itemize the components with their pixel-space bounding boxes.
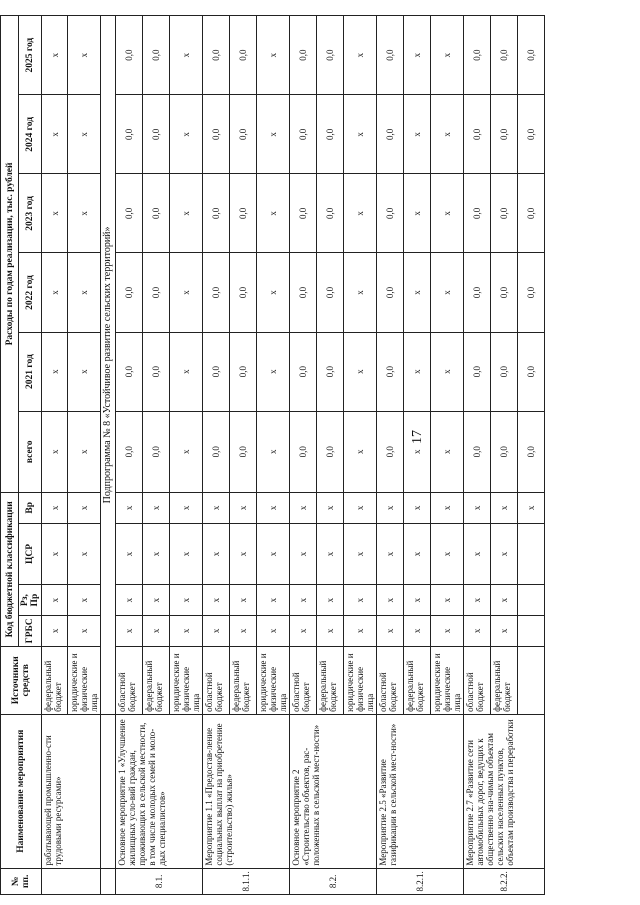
- source-cell: федеральный бюджет: [491, 646, 518, 714]
- row-number-cell: 8.2.: [290, 868, 377, 894]
- csr-cell: x: [377, 523, 404, 585]
- rzpr-cell: x: [464, 585, 491, 616]
- y2025-cell: 0,0: [116, 16, 143, 95]
- y2021-cell: x: [257, 332, 290, 411]
- y2022-cell: 0,0: [230, 253, 257, 332]
- y2021-cell: x: [42, 332, 68, 411]
- y2022-cell: x: [404, 253, 431, 332]
- rzpr-cell: x: [143, 585, 170, 616]
- vr-cell: x: [404, 492, 431, 523]
- vr-cell: x: [431, 492, 464, 523]
- subprogram-title: Подпрограмма № 8 «Устойчивое развитие сельских территорий»: [101, 16, 116, 715]
- rzpr-cell: x: [42, 585, 68, 616]
- y2025-cell: 0,0: [317, 16, 344, 95]
- rzpr-cell: x: [344, 585, 377, 616]
- row-number-cell: 8.2.1.: [377, 868, 464, 894]
- vr-cell: x: [464, 492, 491, 523]
- total-cell: x: [404, 411, 431, 492]
- total-cell: x: [344, 411, 377, 492]
- vr-cell: x: [143, 492, 170, 523]
- rzpr-cell: x: [491, 585, 518, 616]
- y2022-cell: 0,0: [290, 253, 317, 332]
- csr-cell: x: [42, 523, 68, 585]
- vr-cell: x: [170, 492, 203, 523]
- rzpr-cell: x: [230, 585, 257, 616]
- y2024-cell: x: [170, 95, 203, 174]
- y2023-cell: x: [257, 174, 290, 253]
- source-cell: областной бюджет: [203, 646, 230, 714]
- y2025-cell: 0,0: [464, 16, 491, 95]
- y2024-cell: x: [68, 95, 101, 174]
- header-name: Наименование мероприятия: [1, 714, 42, 868]
- vr-cell: x: [42, 492, 68, 523]
- row-number-cell: 8.1.: [116, 868, 203, 894]
- y2022-cell: 0,0: [464, 253, 491, 332]
- table-row: [464, 16, 491, 895]
- activity-name-cell: Основное мероприятие 1 «Улучшение жилищных усло-вий граждан, проживающих в сельской местности, в том числе молодых семей и моло-дых специалистов»: [116, 714, 203, 868]
- y2021-cell: 0,0: [377, 332, 404, 411]
- y2025-cell: 0,0: [290, 16, 317, 95]
- y2023-cell: 0,0: [317, 174, 344, 253]
- total-cell: 0,0: [317, 411, 344, 492]
- vr-cell: x: [317, 492, 344, 523]
- row-number-cell: 8.1.1.: [203, 868, 290, 894]
- header-source: Источники средств: [1, 646, 42, 714]
- csr-cell: x: [464, 523, 491, 585]
- y2025-cell: 0,0: [491, 16, 518, 95]
- page-number: 17: [410, 430, 425, 444]
- subprogram-row: [101, 16, 116, 895]
- y2021-cell: 0,0: [491, 332, 518, 411]
- header-grbs: ГРБС: [19, 615, 42, 646]
- vr-cell: x: [68, 492, 101, 523]
- y2021-cell: x: [431, 332, 464, 411]
- y2023-cell: 0,0: [464, 174, 491, 253]
- source-cell: областной бюджет: [290, 646, 317, 714]
- header-2021: 2021 год: [19, 332, 42, 411]
- y2024-cell: 0,0: [317, 95, 344, 174]
- source-cell: юридические и физические лица: [257, 646, 290, 714]
- header-csr: ЦСР: [19, 523, 42, 585]
- subprogram-name-cell: [101, 714, 116, 868]
- grbs-cell: x: [116, 615, 143, 646]
- y2021-cell: x: [344, 332, 377, 411]
- y2024-cell: x: [344, 95, 377, 174]
- y2023-cell: x: [42, 174, 68, 253]
- y2022-cell: 0,0: [377, 253, 404, 332]
- vr-cell: x: [290, 492, 317, 523]
- source-cell: областной бюджет: [464, 646, 491, 714]
- csr-cell: x: [116, 523, 143, 585]
- total-cell: 0,0: [290, 411, 317, 492]
- total-cell: 0,0: [116, 411, 143, 492]
- y2025-cell: 0,0: [203, 16, 230, 95]
- source-cell: федеральный бюджет: [230, 646, 257, 714]
- y2025-cell: x: [257, 16, 290, 95]
- table-row: [203, 16, 230, 895]
- table-row: [116, 16, 143, 895]
- rzpr-cell: [518, 585, 545, 616]
- y2025-cell: 0,0: [230, 16, 257, 95]
- activity-name-cell: Мероприятие 2.7 «Развитие сети автомобильных дорог, ведущих к общественно зна-чимым объектам сельских населенных пунктов, объектам производства и переработки: [464, 714, 545, 868]
- source-cell: юридические и физические лица: [431, 646, 464, 714]
- grbs-cell: x: [230, 615, 257, 646]
- source-cell: юридические и физические лица: [344, 646, 377, 714]
- rzpr-cell: x: [170, 585, 203, 616]
- header-rzpr: Рз, Пр: [19, 585, 42, 616]
- activity-name-cell: Мероприятие 1.1 «Предостав-ление социальных выплат на приобретение (строительство) жилья»: [203, 714, 290, 868]
- y2024-cell: x: [404, 95, 431, 174]
- y2025-cell: 0,0: [143, 16, 170, 95]
- y2021-cell: 0,0: [116, 332, 143, 411]
- source-cell: областной бюджет: [116, 646, 143, 714]
- y2024-cell: 0,0: [491, 95, 518, 174]
- y2025-cell: 0,0: [377, 16, 404, 95]
- rzpr-cell: x: [290, 585, 317, 616]
- rzpr-cell: x: [404, 585, 431, 616]
- row-number-cell: 8.2.2.: [464, 868, 545, 894]
- total-cell: x: [257, 411, 290, 492]
- y2022-cell: 0,0: [203, 253, 230, 332]
- grbs-cell: x: [464, 615, 491, 646]
- total-cell: x: [431, 411, 464, 492]
- y2021-cell: 0,0: [290, 332, 317, 411]
- grbs-cell: x: [317, 615, 344, 646]
- source-cell: [518, 646, 545, 714]
- csr-cell: x: [230, 523, 257, 585]
- y2023-cell: 0,0: [116, 174, 143, 253]
- y2022-cell: x: [257, 253, 290, 332]
- csr-cell: x: [317, 523, 344, 585]
- header-total: всего: [19, 411, 42, 492]
- rotated-table-container: [0, 15, 545, 895]
- source-cell: федеральный бюджет: [317, 646, 344, 714]
- rzpr-cell: x: [377, 585, 404, 616]
- table-row: [42, 16, 68, 895]
- header-no: № пп.: [1, 868, 42, 894]
- csr-cell: x: [344, 523, 377, 585]
- y2021-cell: 0,0: [518, 332, 545, 411]
- csr-cell: x: [404, 523, 431, 585]
- csr-cell: x: [431, 523, 464, 585]
- y2023-cell: x: [344, 174, 377, 253]
- grbs-cell: x: [491, 615, 518, 646]
- vr-cell: x: [230, 492, 257, 523]
- vr-cell: x: [257, 492, 290, 523]
- y2021-cell: x: [404, 332, 431, 411]
- header-2024: 2024 год: [19, 95, 42, 174]
- total-cell: 0,0: [203, 411, 230, 492]
- row-number-cell: [42, 868, 101, 894]
- header-vr: Вр: [19, 492, 42, 523]
- csr-cell: x: [290, 523, 317, 585]
- csr-cell: x: [143, 523, 170, 585]
- y2024-cell: 0,0: [230, 95, 257, 174]
- grbs-cell: x: [404, 615, 431, 646]
- csr-cell: x: [170, 523, 203, 585]
- y2024-cell: x: [42, 95, 68, 174]
- total-cell: 0,0: [464, 411, 491, 492]
- source-cell: областной бюджет: [377, 646, 404, 714]
- rzpr-cell: x: [203, 585, 230, 616]
- vr-cell: x: [377, 492, 404, 523]
- y2023-cell: x: [431, 174, 464, 253]
- subprogram-no-cell: [101, 868, 116, 894]
- y2025-cell: x: [344, 16, 377, 95]
- csr-cell: x: [68, 523, 101, 585]
- activity-name-cell: Основное мероприятие 2 «Строительство объектов, рас-положенных в сельской мест-ности»: [290, 714, 377, 868]
- table-row: [290, 16, 317, 895]
- activity-name-cell: рабатывающей промышленно-сти трудовыми ресурсами»: [42, 714, 101, 868]
- source-cell: федеральный бюджет: [404, 646, 431, 714]
- y2024-cell: 0,0: [290, 95, 317, 174]
- vr-cell: x: [491, 492, 518, 523]
- vr-cell: x: [116, 492, 143, 523]
- rzpr-cell: x: [68, 585, 101, 616]
- y2024-cell: x: [431, 95, 464, 174]
- csr-cell: x: [491, 523, 518, 585]
- y2022-cell: x: [431, 253, 464, 332]
- header-code-group: Код бюджетной классификации: [1, 492, 19, 646]
- rzpr-cell: x: [116, 585, 143, 616]
- y2021-cell: 0,0: [203, 332, 230, 411]
- csr-cell: x: [203, 523, 230, 585]
- total-cell: x: [68, 411, 101, 492]
- y2022-cell: 0,0: [317, 253, 344, 332]
- vr-cell: x: [518, 492, 545, 523]
- header-expenses-group: Расходы по годам реализации, тыс. рублей: [1, 16, 19, 493]
- header-2025: 2025 год: [19, 16, 42, 95]
- grbs-cell: x: [170, 615, 203, 646]
- y2022-cell: 0,0: [116, 253, 143, 332]
- csr-cell: x: [257, 523, 290, 585]
- total-cell: x: [170, 411, 203, 492]
- grbs-cell: x: [377, 615, 404, 646]
- y2023-cell: 0,0: [203, 174, 230, 253]
- grbs-cell: x: [68, 615, 101, 646]
- total-cell: 0,0: [491, 411, 518, 492]
- y2021-cell: 0,0: [230, 332, 257, 411]
- y2023-cell: 0,0: [290, 174, 317, 253]
- y2023-cell: 0,0: [491, 174, 518, 253]
- grbs-cell: x: [42, 615, 68, 646]
- y2023-cell: x: [68, 174, 101, 253]
- y2024-cell: 0,0: [116, 95, 143, 174]
- y2022-cell: x: [68, 253, 101, 332]
- y2022-cell: x: [170, 253, 203, 332]
- source-cell: юридические и физические лица: [170, 646, 203, 714]
- total-cell: 0,0: [377, 411, 404, 492]
- grbs-cell: x: [344, 615, 377, 646]
- grbs-cell: x: [143, 615, 170, 646]
- total-cell: 0,0: [230, 411, 257, 492]
- expenses-table: [0, 15, 545, 895]
- y2021-cell: 0,0: [143, 332, 170, 411]
- y2023-cell: 0,0: [518, 174, 545, 253]
- grbs-cell: x: [290, 615, 317, 646]
- y2025-cell: x: [170, 16, 203, 95]
- table-body: [42, 16, 545, 895]
- total-cell: x: [42, 411, 68, 492]
- total-cell: 0,0: [143, 411, 170, 492]
- y2025-cell: 0,0: [518, 16, 545, 95]
- y2022-cell: 0,0: [143, 253, 170, 332]
- grbs-cell: [518, 615, 545, 646]
- y2021-cell: x: [68, 332, 101, 411]
- y2025-cell: x: [404, 16, 431, 95]
- y2023-cell: 0,0: [143, 174, 170, 253]
- total-cell: 0,0: [518, 411, 545, 492]
- vr-cell: x: [344, 492, 377, 523]
- y2022-cell: 0,0: [491, 253, 518, 332]
- y2023-cell: x: [404, 174, 431, 253]
- y2022-cell: x: [42, 253, 68, 332]
- grbs-cell: x: [203, 615, 230, 646]
- y2024-cell: 0,0: [464, 95, 491, 174]
- grbs-cell: x: [431, 615, 464, 646]
- y2022-cell: x: [344, 253, 377, 332]
- y2021-cell: x: [170, 332, 203, 411]
- y2024-cell: x: [257, 95, 290, 174]
- y2023-cell: x: [170, 174, 203, 253]
- y2025-cell: x: [42, 16, 68, 95]
- csr-cell: [518, 523, 545, 585]
- y2024-cell: 0,0: [143, 95, 170, 174]
- grbs-cell: x: [257, 615, 290, 646]
- source-cell: федеральный бюджет: [143, 646, 170, 714]
- source-cell: федеральный бюджет: [42, 646, 68, 714]
- table-row: [377, 16, 404, 895]
- y2024-cell: 0,0: [377, 95, 404, 174]
- y2022-cell: 0,0: [518, 253, 545, 332]
- header-2023: 2023 год: [19, 174, 42, 253]
- source-cell: юридические и физические лица: [68, 646, 101, 714]
- rzpr-cell: x: [257, 585, 290, 616]
- y2024-cell: 0,0: [518, 95, 545, 174]
- y2021-cell: 0,0: [464, 332, 491, 411]
- vr-cell: x: [203, 492, 230, 523]
- activity-name-cell: Мероприятие 2.5 «Развитие газификации в сельской мест-ности»: [377, 714, 464, 868]
- header-2022: 2022 год: [19, 253, 42, 332]
- rzpr-cell: x: [317, 585, 344, 616]
- y2023-cell: 0,0: [230, 174, 257, 253]
- y2023-cell: 0,0: [377, 174, 404, 253]
- y2025-cell: x: [68, 16, 101, 95]
- y2021-cell: 0,0: [317, 332, 344, 411]
- rzpr-cell: x: [431, 585, 464, 616]
- y2024-cell: 0,0: [203, 95, 230, 174]
- y2025-cell: x: [431, 16, 464, 95]
